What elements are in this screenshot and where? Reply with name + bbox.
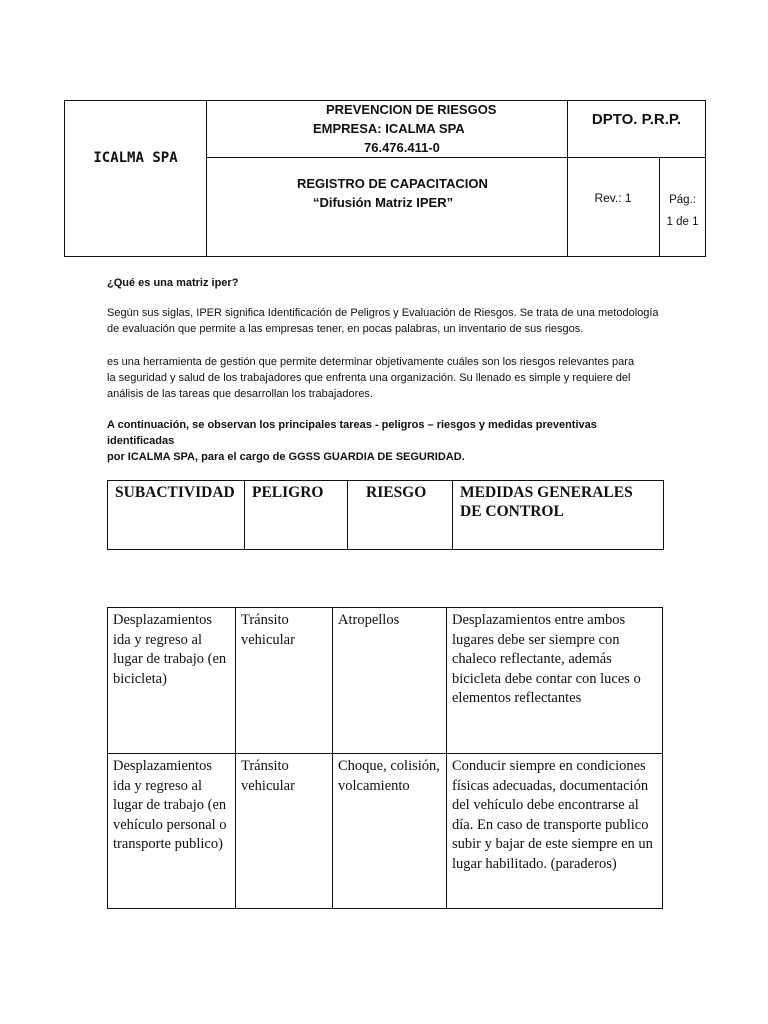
header-cell-riesgo: RIESGO [348, 481, 453, 550]
header-cell-peligro: PELIGRO [245, 481, 348, 550]
header-title: PREVENCION DE RIESGOS [326, 102, 497, 117]
page-info [659, 189, 706, 233]
cell-medidas: Desplazamientos entre ambos lugares debe ser siempre con chaleco reflectante, además bicicleta debe contar con luces o elementos reflectantes [447, 608, 663, 754]
table-row [108, 481, 664, 550]
header-divider [206, 100, 207, 257]
cell-subactividad: Desplazamientos ida y regreso al lugar de trabajo (en bicicleta) [108, 608, 236, 754]
table-row [108, 608, 663, 754]
text-line: por ICALMA SPA, para el cargo de GGSS GUARDIA DE SEGURIDAD. [107, 451, 465, 463]
text-line: de evaluación que permite a las empresas tener, en pocas palabras, un inventario de sus riesgos. [107, 323, 584, 335]
table-row [108, 754, 663, 909]
text-line: Según sus siglas, IPER significa Identificación de Peligros y Evaluación de Riesgos. Se trata de una metodología [107, 307, 659, 319]
text-line: es una herramienta de gestión que permite determinar objetivamente cuáles son los riesgos relevantes para [107, 356, 635, 368]
record-subtitle: “Difusión Matriz IPER” [313, 195, 454, 210]
header-rut: 76.476.411-0 [364, 140, 440, 155]
company-name: ICALMA SPA [93, 150, 178, 166]
header-divider [206, 157, 706, 158]
page-label: Pág.: [669, 194, 696, 206]
record-title: REGISTRO DE CAPACITACION [297, 176, 488, 191]
cell-riesgo: Choque, colisión, volcamiento [333, 754, 447, 909]
cell-riesgo: Atropellos [333, 608, 447, 754]
header-company-line: EMPRESA: ICALMA SPA [313, 121, 465, 136]
paragraph-intro [107, 417, 667, 465]
cell-peligro: Tránsito vehicular [236, 608, 333, 754]
paragraph-tool [107, 354, 667, 402]
revision-label: Rev.: 1 [594, 191, 632, 205]
text-line: la seguridad y salud de los trabajadores que enfrenta una organización. Su llenado es simple y requiere del [107, 372, 631, 384]
cell-medidas: Conducir siempre en condiciones físicas adecuadas, documentación del vehículo debe encontrarse al día. En caso de transporte publico subir y bajar de este siempre en un lugar habilitado. (paraderos) [447, 754, 663, 909]
matrix-body-table [107, 607, 663, 909]
cell-peligro: Tránsito vehicular [236, 754, 333, 909]
cell-subactividad: Desplazamientos ida y regreso al lugar de trabajo (en vehículo personal o transporte publico) [108, 754, 236, 909]
header-cell-medidas: MEDIDAS GENERALES DE CONTROL [453, 481, 664, 550]
matrix-header-table [107, 480, 664, 550]
department-label: DPTO. P.R.P. [591, 111, 682, 128]
paragraph-definition [107, 305, 667, 337]
header-cell-subactividad: SUBACTIVIDAD [108, 481, 245, 550]
page-value: 1 de 1 [666, 216, 699, 228]
text-line: A continuación, se observan los principales tareas - peligros – riesgos y medidas preventivas identificadas [107, 419, 597, 447]
text-line: análisis de las tareas que desarrollan los trabajadores. [107, 388, 373, 400]
question-heading: ¿Qué es una matriz iper? [107, 277, 239, 289]
